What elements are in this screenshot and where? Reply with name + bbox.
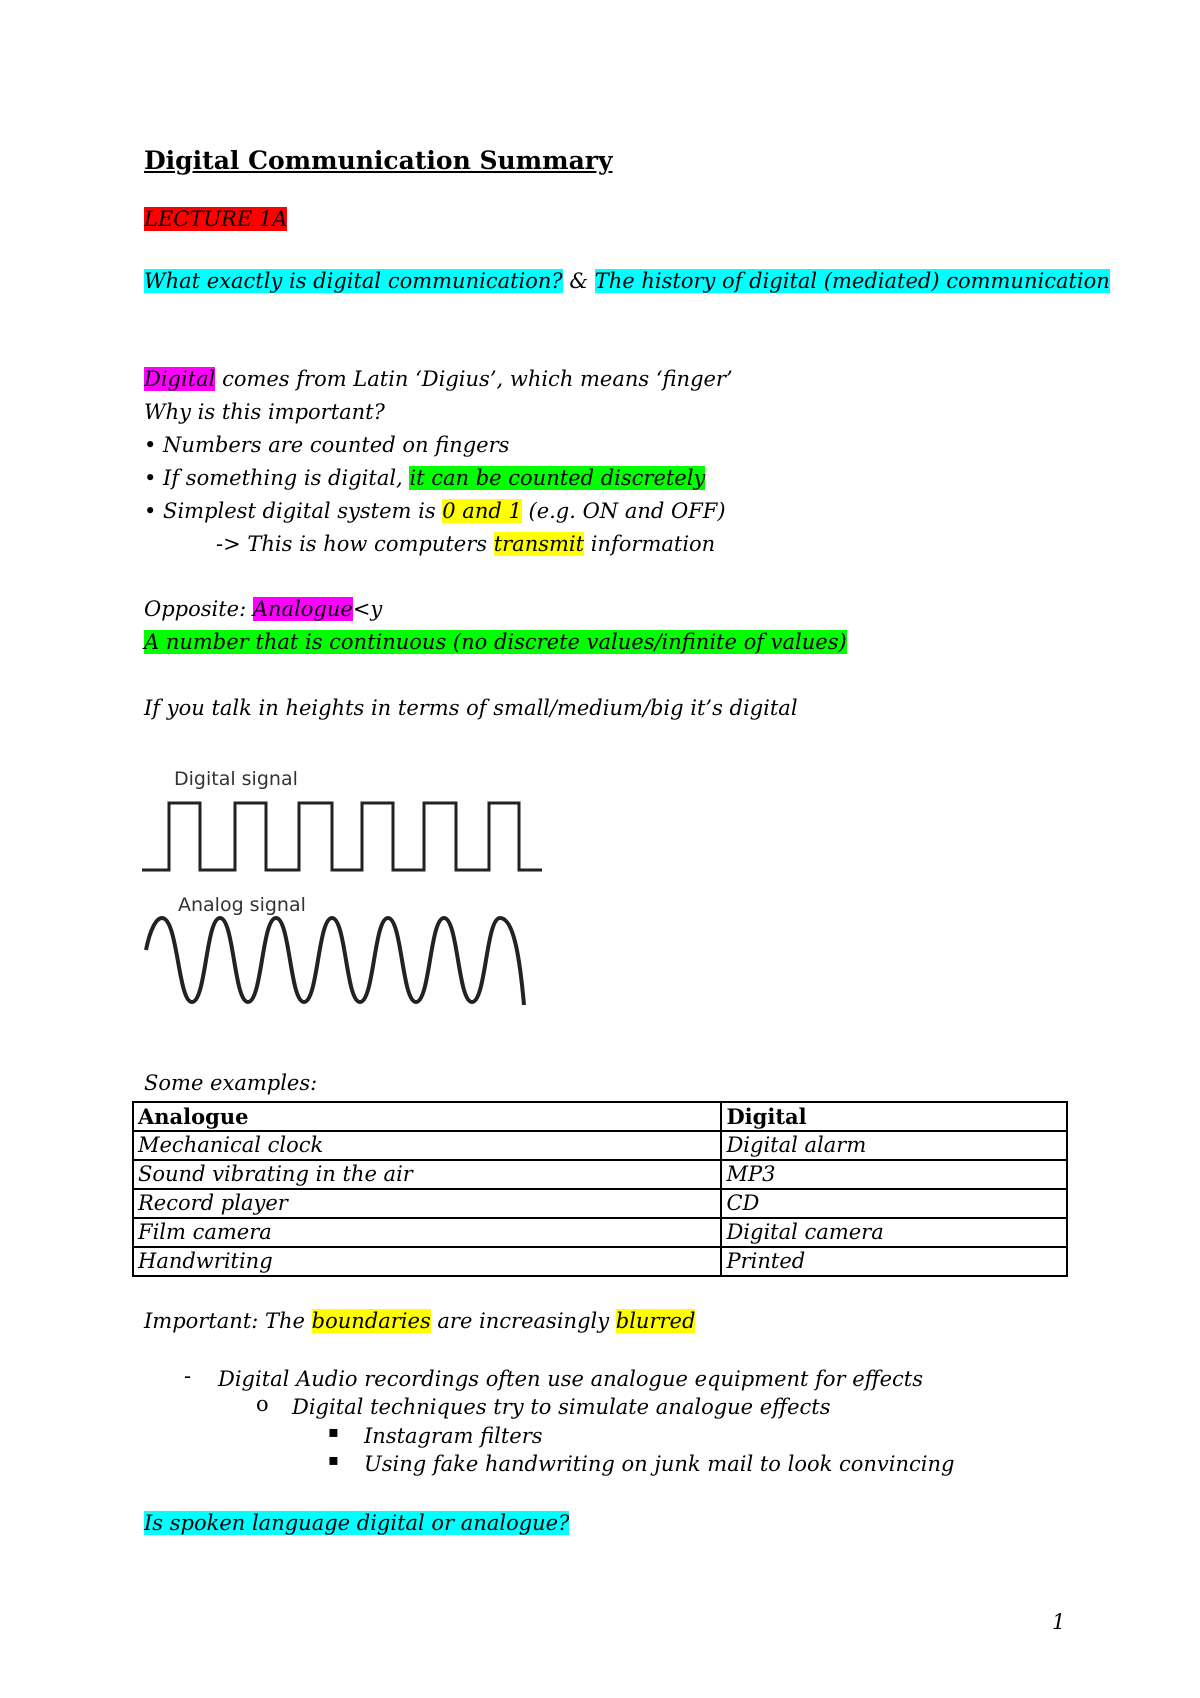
analog-signal-label: Analog signal: [178, 894, 306, 916]
digital-origin-line: [144, 364, 733, 394]
bullet-discrete-text: • If something is digital,: [144, 466, 410, 490]
table-row: [133, 1247, 1067, 1276]
list-square-marker: ▪: [328, 1422, 339, 1441]
opposite-line: [144, 594, 382, 624]
list-item-handwriting: Using fake handwriting on junk mail to look convincing: [364, 1452, 955, 1476]
list-circle-marker: o: [256, 1392, 269, 1416]
table-row: [133, 1189, 1067, 1218]
header-analogue: Analogue: [133, 1102, 721, 1131]
document-title: Digital Communication Summary: [144, 146, 613, 175]
table-header-row: [133, 1102, 1067, 1131]
continuous-highlight: A number that is continuous (no discrete values/infinite of values): [144, 630, 847, 654]
transmit-text-c: information: [584, 532, 716, 556]
continuous-definition: [144, 627, 847, 657]
list-item-audio: Digital Audio recordings often use analogue equipment for effects: [218, 1367, 923, 1391]
lecture-highlight: LECTURE 1A: [144, 207, 288, 231]
bullet-discrete: [144, 463, 705, 493]
table-cell: Printed: [721, 1247, 1067, 1276]
digital-waveform: [142, 803, 542, 870]
digital-term: Digital: [144, 367, 216, 391]
table-cell: Digital alarm: [721, 1131, 1067, 1160]
table-cell: Film camera: [133, 1218, 721, 1247]
bullet-fingers: • Numbers are counted on fingers: [144, 433, 510, 457]
table-cell: MP3: [721, 1160, 1067, 1189]
page-number: 1: [1052, 1610, 1066, 1634]
discrete-highlight: it can be counted discretely: [409, 466, 706, 490]
examples-table: [132, 1101, 1068, 1277]
boundaries-highlight: boundaries: [311, 1309, 431, 1333]
blurred-highlight: blurred: [615, 1309, 696, 1333]
table-cell: Digital camera: [721, 1218, 1067, 1247]
digital-origin-text: comes from Latin ‘Digius’, which means ‘finger’: [215, 367, 733, 391]
list-item-simulate: Digital techniques try to simulate analogue effects: [292, 1395, 831, 1419]
section-heading: [144, 266, 1110, 296]
table-cell: Sound vibrating in the air: [133, 1160, 721, 1189]
header-digital: Digital: [721, 1102, 1067, 1131]
table-cell: Handwriting: [133, 1247, 721, 1276]
transmit-text-a: -> This is how computers: [216, 532, 494, 556]
binary-example: (e.g. ON and OFF): [521, 499, 726, 523]
opposite-suffix: <y: [352, 597, 383, 621]
heading-ampersand: &: [562, 269, 595, 293]
heading-history: The history of digital (mediated) communication: [594, 269, 1110, 293]
analog-waveform: [146, 918, 524, 1005]
heading-question: What exactly is digital communication?: [144, 269, 563, 293]
lecture-label: [144, 204, 287, 234]
table-row: [133, 1160, 1067, 1189]
bullet-binary: [144, 496, 726, 526]
table-cell: CD: [721, 1189, 1067, 1218]
spoken-language-question: [144, 1508, 569, 1538]
table-cell: Mechanical clock: [133, 1131, 721, 1160]
question-highlight: Is spoken language digital or analogue?: [144, 1511, 570, 1535]
heights-line: If you talk in heights in terms of small/medium/big it’s digital: [144, 696, 798, 720]
important-text-a: Important: The: [144, 1309, 312, 1333]
transmit-highlight: transmit: [493, 532, 585, 556]
why-important-line: Why is this important?: [144, 400, 385, 424]
list-dash-marker: -: [184, 1364, 192, 1388]
list-square-marker: ▪: [328, 1450, 339, 1469]
opposite-label: Opposite:: [144, 597, 253, 621]
digital-signal-label: Digital signal: [174, 768, 298, 790]
transmit-line: [216, 529, 715, 559]
examples-label: Some examples:: [144, 1071, 318, 1095]
binary-highlight: 0 and 1: [442, 499, 522, 523]
analogue-term: Analogue: [252, 597, 353, 621]
important-text-c: are increasingly: [430, 1309, 616, 1333]
important-line: [144, 1306, 695, 1336]
list-item-instagram: Instagram filters: [364, 1424, 543, 1448]
bullet-binary-text: • Simplest digital system is: [144, 499, 443, 523]
signal-illustration: [142, 760, 560, 1032]
table-row: [133, 1131, 1067, 1160]
table-cell: Record player: [133, 1189, 721, 1218]
table-row: [133, 1218, 1067, 1247]
